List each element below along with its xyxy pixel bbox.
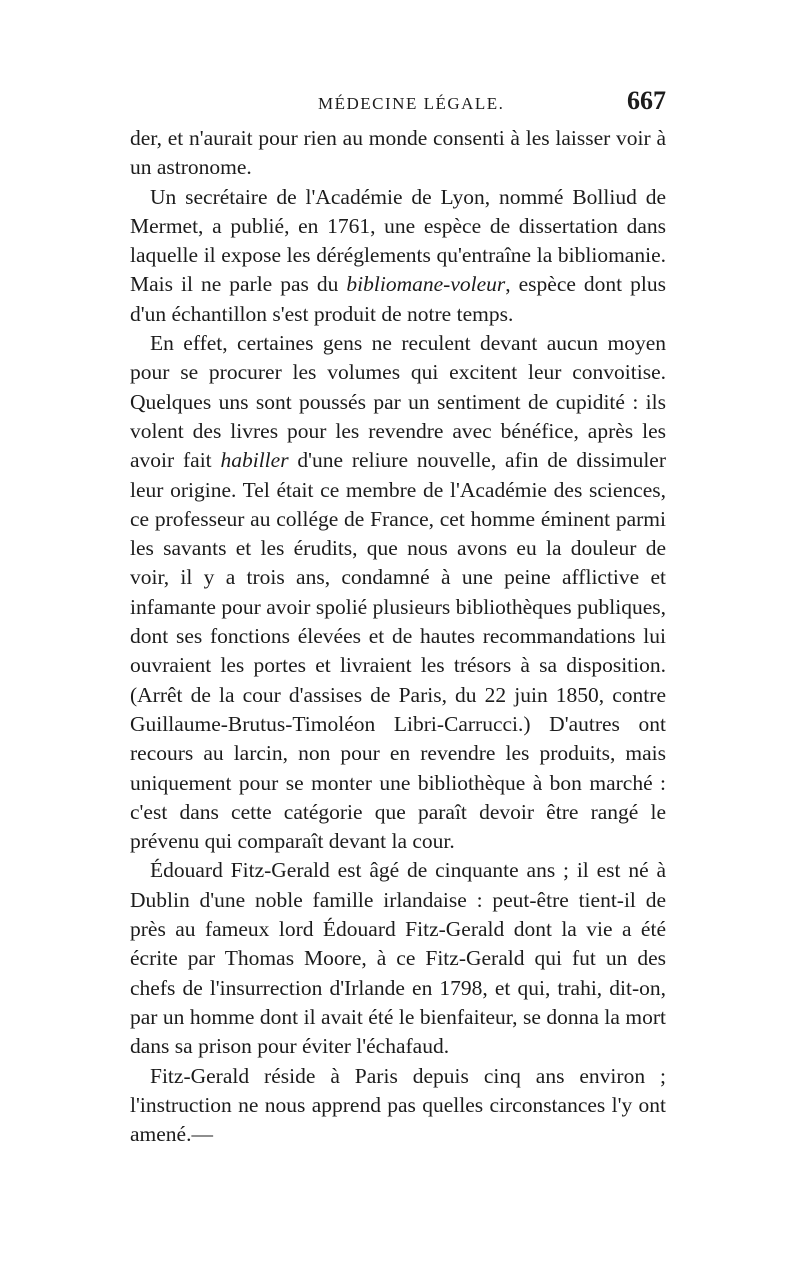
running-head <box>130 88 666 122</box>
text-run: En effet, certaines gens ne reculent devant aucun moyen pour se procurer les volumes qui excitent leur convoitise. Quelques uns sont poussés par un sentiment de cupidité : ils volent des livres pour les revendre avec bénéfice, après les avoir fait <box>130 331 666 473</box>
paragraph <box>130 1062 666 1150</box>
text-run: Édouard Fitz-Gerald est âgé de cinquante ans ; il est né à Dublin d'une noble famille irlandaise : peut-être tient-il de près au fameux lord Édouard Fitz-Gerald dont la vie a été écrite par Thomas Moore, à ce Fitz-Gerald qui fut un des chefs de l'insurrection d'Irlande en 1798, et qui, trahi, dit-on, par un homme dont il avait été le bienfaiteur, se donna la mort dans sa prison pour éviter l'échafaud. <box>130 858 666 1059</box>
text-run: , espèce dont plus d'un échantillon s'est produit de notre temps. <box>130 272 666 326</box>
paragraph <box>130 183 666 329</box>
italic-text-run: bibliomane-voleur <box>346 272 506 297</box>
paragraph <box>130 329 666 856</box>
text-run: Fitz-Gerald réside à Paris depuis cinq ans environ ; l'instruction ne nous apprend pas quelles circonstances l'y ont amené.— <box>130 1063 666 1147</box>
page-number: 667 <box>627 86 666 115</box>
text-run: der, et n'aurait pour rien au monde consenti à les laisser voir à un astronome. <box>130 126 666 180</box>
italic-text-run: habiller <box>220 448 289 473</box>
paragraph <box>130 124 666 183</box>
running-head-title: MÉDECINE LÉGALE. <box>318 94 505 113</box>
text-run: Un secrétaire de l'Académie de Lyon, nommé Bolliud de Mermet, a publié, en 1761, une espèce de dissertation dans laquelle il expose les déréglements qu'entraîne la bibliomanie. Mais il ne parle pas du <box>130 184 666 297</box>
text-run: d'une reliure nouvelle, afin de dissimuler leur origine. Tel était ce membre de l'Académie des sciences, ce professeur au collége de France, cet homme éminent parmi les savants et les érudits, que nous avons eu la douleur de voir, il y a trois ans, condamné à une peine afflictive et infamante pour avoir spolié plusieurs bibliothèques publiques, dont ses fonctions élevées et de hautes recommandations lui ouvraient les portes et livraient les trésors à sa disposition. (Arrêt de la cour d'assises de Paris, du 22 juin 1850, contre Guillaume-Brutus-Timoléon Libri-Carrucci.) D'autres ont recours au larcin, non pour en revendre les produits, mais uniquement pour se monter une bibliothèque à bon marché : c'est dans cette catégorie que paraît devoir être rangé le prévenu qui comparaît devant la cour. <box>130 448 666 854</box>
paragraph <box>130 856 666 1061</box>
body-text <box>130 124 666 1149</box>
